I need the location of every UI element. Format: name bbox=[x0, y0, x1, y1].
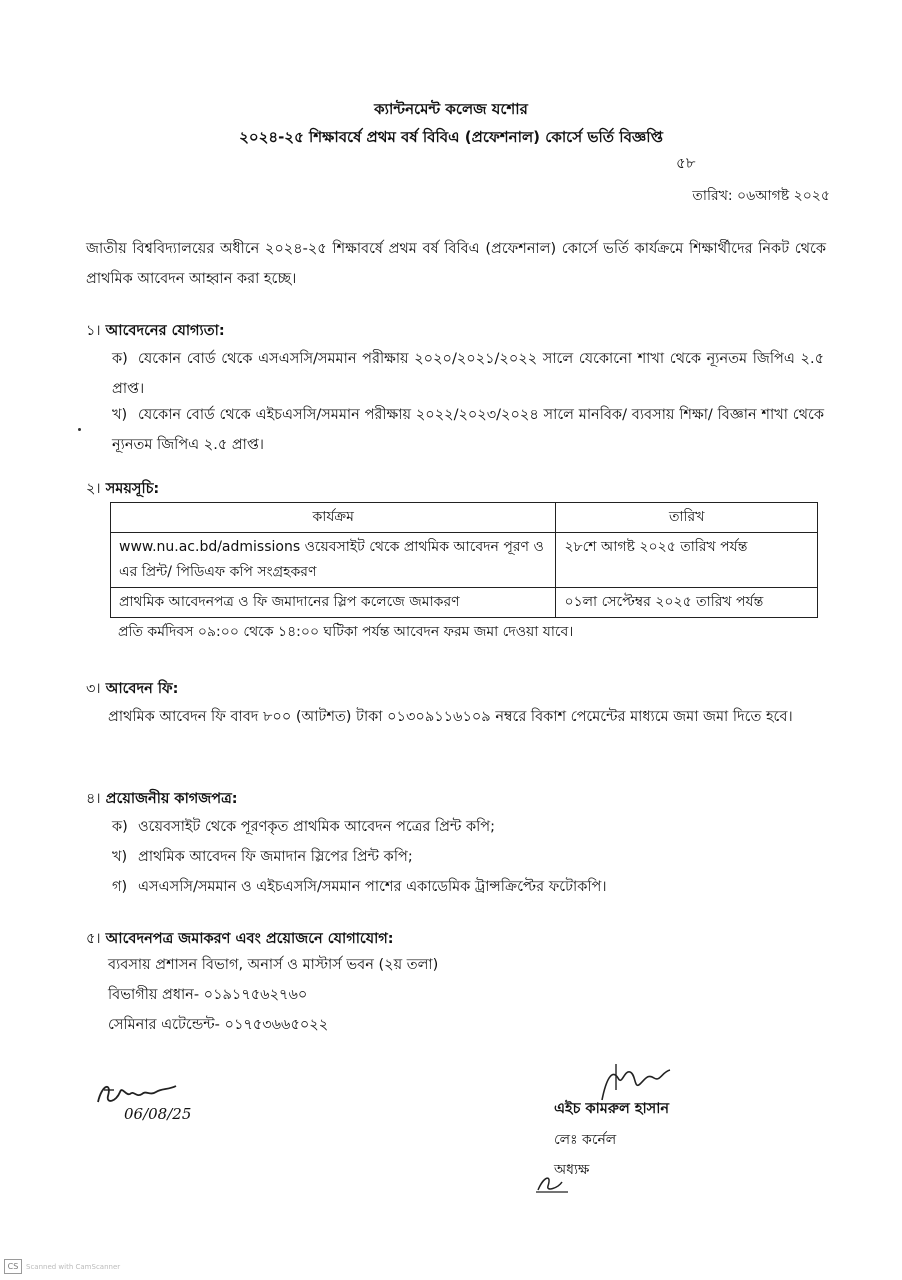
section-number: ১। bbox=[86, 323, 101, 339]
section-title: আবেদনপত্র জমাকরণ এবং প্রয়োজনে যোগাযোগ: bbox=[105, 931, 394, 947]
eligibility-item-hsc bbox=[112, 400, 824, 460]
schedule-table bbox=[110, 502, 818, 618]
initial-mark-icon bbox=[532, 1170, 572, 1196]
signatory-title: অধ্যক্ষ bbox=[554, 1162, 590, 1178]
signatory-name: এইচ কামরুল হাসান bbox=[554, 1101, 670, 1117]
section-submission-heading bbox=[86, 928, 394, 952]
table-header-date: তারিখ bbox=[556, 503, 818, 533]
section-number: ২। bbox=[86, 481, 101, 497]
document-item bbox=[112, 872, 824, 902]
notice-date: তারিখ: ০৬আগষ্ট ২০২৫ bbox=[692, 188, 830, 204]
handwritten-date: 06/08/25 bbox=[124, 1105, 192, 1123]
eligibility-item-ssc bbox=[112, 344, 824, 404]
item-marker: ক) bbox=[112, 819, 128, 835]
item-marker: খ) bbox=[112, 407, 128, 423]
section-title: আবেদনের যোগ্যতা: bbox=[105, 323, 225, 339]
intro-paragraph: জাতীয় বিশ্ববিদ্যালয়ের অধীনে ২০২৪-২৫ শিক্ষাবর্ষে প্রথম বর্ষ বিবিএ (প্রফেশনাল) কোর্সে ভর্তি কার্যক্রমে শিক্ষার্থীদের নিকট থেকে প্রাথমিক আবেদন আহ্বান করা হচ্ছে। bbox=[86, 241, 826, 287]
contact-head-phone: বিভাগীয় প্রধান- ০১৯১৭৫৬২৭৬০ bbox=[108, 987, 308, 1003]
item-marker: গ) bbox=[112, 879, 128, 895]
section-schedule-heading bbox=[86, 478, 159, 502]
signatory-rank: লেঃ কর্নেল bbox=[554, 1132, 617, 1148]
section-title: আবেদন ফি: bbox=[105, 681, 179, 697]
camscanner-logo: CS bbox=[4, 1259, 22, 1274]
item-text: যেকোন বোর্ড থেকে এসএসসি/সমমান পরীক্ষায় ২০২০/২০২১/২০২২ সালে যেকোনো শাখা থেকে ন্যূনতম জিপিএ ২.৫ প্রাপ্ত। bbox=[112, 351, 824, 397]
college-name: ক্যান্টনমেন্ট কলেজ যশোর bbox=[374, 100, 528, 118]
table-row bbox=[111, 533, 818, 588]
table-cell-date: ০১লা সেপ্টেম্বর ২০২৫ তারিখ পর্যন্ত bbox=[556, 588, 818, 618]
camscanner-badge bbox=[4, 1259, 120, 1274]
contact-attendant-phone: সেমিনার এটেন্ডেন্ট- ০১৭৫৩৬৬৫০২২ bbox=[108, 1017, 329, 1033]
item-text: প্রাথমিক আবেদন ফি জমাদান স্লিপের প্রিন্ট কপি; bbox=[138, 849, 413, 865]
table-header-activity: কার্যক্রম bbox=[111, 503, 556, 533]
item-text: যেকোন বোর্ড থেকে এইচএসসি/সমমান পরীক্ষায় ২০২২/২০২৩/২০২৪ সালে মানবিক/ ব্যবসায় শিক্ষা/ বিজ্ঞান শাখা থেকে ন্যূনতম জিপিএ ২.৫ প্রাপ্ত। bbox=[112, 407, 824, 453]
memo-number: ৫৮ bbox=[676, 154, 696, 172]
item-text: ওয়েবসাইট থেকে পূরণকৃত প্রাথমিক আবেদন পত্রের প্রিন্ট কপি; bbox=[138, 819, 495, 835]
camscanner-text: Scanned with CamScanner bbox=[26, 1262, 121, 1271]
section-eligibility-heading bbox=[86, 320, 225, 344]
contact-department: ব্যবসায় প্রশাসন বিভাগ, অনার্স ও মাস্টার্স ভবন (২য় তলা) bbox=[108, 957, 439, 973]
document-item bbox=[112, 812, 824, 842]
scan-speck bbox=[78, 428, 81, 431]
section-fee-heading bbox=[86, 678, 178, 702]
fee-paragraph: প্রাথমিক আবেদন ফি বাবদ ৮০০ (আটশত) টাকা ০১৩০৯১১৬১০৯ নম্বরে বিকাশ পেমেন্টের মাধ্যমে জমা জমা দিতে হবে। bbox=[108, 709, 793, 725]
section-documents-heading bbox=[86, 788, 238, 812]
item-marker: খ) bbox=[112, 849, 128, 865]
item-marker: ক) bbox=[112, 351, 128, 367]
table-cell-activity: www.nu.ac.bd/admissions ওয়েবসাইট থেকে প্রাথমিক আবেদন পূরণ ও এর প্রিন্ট/ পিডিএফ কপি সংগ্রহকরণ bbox=[111, 533, 556, 588]
table-cell-date: ২৮শে আগষ্ট ২০২৫ তারিখ পর্যন্ত bbox=[556, 533, 818, 588]
section-title: প্রয়োজনীয় কাগজপত্র: bbox=[105, 791, 238, 807]
table-header-row bbox=[111, 503, 818, 533]
section-number: ৫। bbox=[86, 931, 101, 947]
table-cell-activity: প্রাথমিক আবেদনপত্র ও ফি জমাদানের স্লিপ কলেজে জমাকরণ bbox=[111, 588, 556, 618]
section-title: সময়সূচি: bbox=[105, 481, 160, 497]
notice-title: ২০২৪-২৫ শিক্ষাবর্ষে প্রথম বর্ষ বিবিএ (প্রফেশনাল) কোর্সে ভর্তি বিজ্ঞপ্তি bbox=[239, 128, 663, 146]
office-hours-note: প্রতি কর্মদিবস ০৯:০০ থেকে ১৪:০০ ঘটিকা পর্যন্ত আবেদন ফরম জমা দেওয়া যাবে। bbox=[118, 624, 574, 640]
document-item bbox=[112, 842, 824, 872]
item-text: এসএসসি/সমমান ও এইচএসসি/সমমান পাশের একাডেমিক ট্রান্সক্রিপ্টের ফটোকপি। bbox=[138, 879, 607, 895]
section-number: ৪। bbox=[86, 791, 101, 807]
section-number: ৩। bbox=[86, 681, 101, 697]
table-row bbox=[111, 588, 818, 618]
